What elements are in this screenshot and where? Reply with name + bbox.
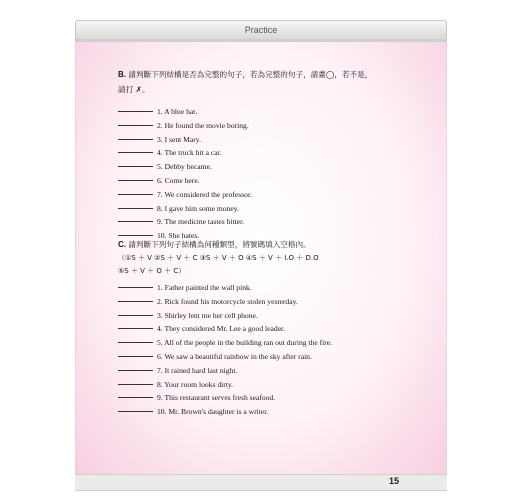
section-b-item [118, 160, 418, 174]
answer-blank[interactable] [118, 370, 153, 371]
answer-blank[interactable] [118, 384, 153, 385]
section-c-item [118, 405, 418, 419]
answer-blank[interactable] [118, 208, 153, 209]
answer-blank[interactable] [118, 287, 153, 288]
answer-blank[interactable] [118, 194, 153, 195]
section-b-letter: B. [118, 70, 126, 79]
page-header [75, 20, 447, 42]
section-b-instruction-line1: 請判斷下列結構是否為完整的句子，若為完整的句子，請畫◯，若不是， [128, 70, 373, 79]
page-number: 15 [388, 476, 399, 486]
section-b [118, 67, 418, 243]
section-b-item [118, 215, 418, 229]
answer-blank[interactable] [118, 301, 153, 302]
section-b-instruction-line2: 請打 ✗。 [118, 85, 150, 94]
section-b-item [118, 174, 418, 188]
answer-blank[interactable] [118, 221, 153, 222]
section-c-item [118, 322, 418, 336]
section-c-item [118, 281, 418, 295]
answer-blank[interactable] [118, 411, 153, 412]
section-b-item [118, 105, 418, 119]
answer-blank[interactable] [118, 397, 153, 398]
section-b-items [118, 105, 418, 243]
answer-blank[interactable] [118, 152, 153, 153]
section-c-item [118, 295, 418, 309]
item-text: 4. The truck hit a car. [157, 148, 222, 158]
answer-blank[interactable] [118, 139, 153, 140]
item-text: 1. A blue hat. [157, 107, 198, 116]
section-c-letter: C. [118, 240, 126, 249]
section-b-item [118, 202, 418, 216]
item-text: 7. We considered the professor. [157, 189, 252, 199]
item-text: 10. Mr. Brown's daughter is a writer. [157, 407, 269, 417]
item-text: 4. They considered Mr. Lee a good leader. [157, 324, 286, 334]
item-text: 3. I sent Mary. [157, 134, 202, 144]
answer-blank[interactable] [118, 111, 153, 112]
section-c-item [118, 350, 418, 364]
answer-blank[interactable] [118, 180, 153, 181]
item-text: 10. She hates. [157, 231, 200, 241]
answer-blank[interactable] [118, 342, 153, 343]
answer-blank[interactable] [118, 328, 153, 329]
section-c-item [118, 309, 418, 323]
answer-blank[interactable] [118, 356, 153, 357]
answer-blank[interactable] [118, 315, 153, 316]
section-c-options-line2: ⑤S ＋ V ＋ O ＋ C） [118, 267, 186, 275]
item-text: 7. It rained hard last night. [157, 365, 238, 375]
section-c-options-line1: （①S ＋ V ②S ＋ V ＋ C ③S ＋ V ＋ O ④S ＋ V ＋ I.O ＋ D.O [118, 254, 319, 262]
item-text: 9. The medicine tastes bitter. [157, 217, 245, 227]
section-c-options [118, 252, 418, 278]
header-title: Practice [244, 25, 278, 35]
section-b-item [118, 119, 418, 133]
answer-blank[interactable] [118, 125, 153, 126]
section-b-item [118, 146, 418, 160]
item-text: 6. Come here. [157, 175, 200, 185]
item-text: 8. I gave him some money. [157, 203, 239, 213]
item-text: 8. Your room looks dirty. [157, 379, 234, 389]
answer-blank[interactable] [118, 166, 153, 167]
item-text: 9. This restaurant serves fresh seafood. [157, 393, 276, 403]
section-c-item [118, 364, 418, 378]
section-b-item [118, 133, 418, 147]
section-c [118, 237, 418, 419]
section-b-item [118, 188, 418, 202]
page-footer [75, 474, 447, 491]
section-c-item [118, 336, 418, 350]
item-text: 3. Shirley lent me her cell phone. [157, 310, 258, 320]
item-text: 5. All of the people in the building ran out during the fire. [157, 338, 333, 348]
item-text: 2. He found the movie boring. [157, 120, 249, 130]
item-text: 6. We saw a beautiful rainbow in the sky after rain. [157, 351, 312, 361]
section-c-item [118, 391, 418, 405]
section-b-instruction [118, 67, 418, 97]
item-text: 2. Rick found his motorcycle stolen yesterday. [157, 296, 298, 306]
section-c-item [118, 378, 418, 392]
section-c-instruction [118, 237, 418, 252]
item-text: 1. Father painted the wall pink. [157, 283, 252, 292]
section-c-items [118, 281, 418, 419]
item-text: 5. Debby became. [157, 162, 212, 172]
section-c-instruction-text: 請判斷下列句子結構為何種類型，將號碼填入空格內。 [128, 240, 311, 249]
